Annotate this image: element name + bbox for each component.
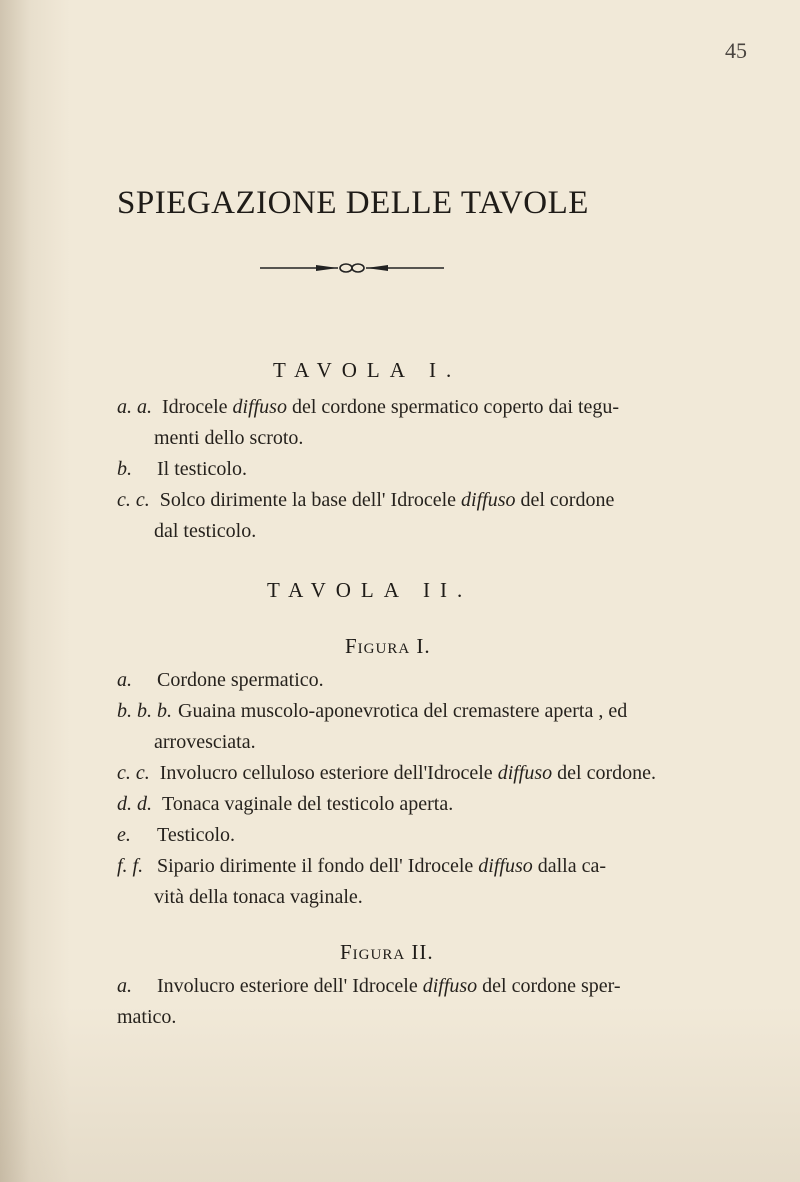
figura-1-entry-c — [117, 758, 722, 789]
entry-text: Idrocele — [162, 396, 233, 418]
tavola-1-entry-b — [117, 454, 722, 485]
figura-1-entry-e — [117, 820, 722, 851]
entry-text: del cordone. — [552, 762, 656, 784]
entry-continuation: arrovesciata. — [154, 731, 256, 753]
page-title: SPIEGAZIONE DELLE TAVOLE — [117, 185, 589, 221]
entry-text: Cordone spermatico. — [157, 669, 324, 691]
entry-key: e. — [117, 824, 131, 846]
entry-text: del cordone sper- — [477, 975, 621, 997]
figura-2-entry-a — [117, 971, 722, 1033]
entry-continuation: menti dello scroto. — [154, 427, 304, 449]
entry-continuation: vità della tonaca vaginale. — [154, 886, 363, 908]
entry-text: Guaina muscolo-aponevrotica del cremastere aperta , ed — [178, 700, 628, 722]
tavola-1-heading: TAVOLA I. — [273, 358, 462, 382]
figura-1-entry-a — [117, 665, 722, 696]
entry-key: b. — [117, 458, 132, 480]
entry-key: a. — [117, 669, 132, 691]
entry-text: dalla ca- — [532, 855, 607, 877]
entry-text: Involucro celluloso esteriore dell'Idrocele — [159, 762, 498, 784]
entry-text: Tonaca vaginale del testicolo aperta. — [162, 793, 454, 815]
entry-key: a. — [117, 975, 132, 997]
figura-2-heading: Figura II. — [340, 940, 434, 964]
figura-1-entry-f — [117, 851, 722, 913]
entry-text: del cordone — [515, 489, 615, 511]
entry-italic: diffuso — [497, 762, 553, 784]
figura-1-heading: Figura I. — [345, 634, 431, 658]
entry-italic: diffuso — [422, 975, 478, 997]
entry-text: Testicolo. — [157, 824, 236, 846]
figura-1-entry-b — [117, 696, 722, 758]
entry-key: a. a. — [117, 396, 152, 418]
figura-1-entry-d — [117, 789, 722, 820]
tavola-2-heading: TAVOLA II. — [267, 578, 473, 602]
entry-key: b. b. b. — [117, 700, 172, 722]
entry-continuation: matico. — [117, 1006, 177, 1028]
tavola-1-entry-c — [117, 485, 722, 547]
entry-text: Sipario dirimente il fondo dell' Idrocele — [157, 855, 479, 877]
page-number: 45 — [725, 38, 747, 63]
entry-continuation: dal testicolo. — [154, 520, 257, 542]
entry-key: f. f. — [117, 855, 144, 877]
ornament-divider-icon — [258, 258, 446, 278]
entry-key: c. c. — [117, 762, 150, 784]
entry-text: Solco dirimente la base dell' Idrocele — [159, 489, 462, 511]
tavola-1-entry-a — [117, 392, 722, 454]
entry-italic: diffuso — [461, 489, 516, 511]
entry-text: Involucro esteriore dell' Idrocele — [157, 975, 423, 997]
entry-text: del cordone spermatico coperto dai tegu- — [286, 396, 620, 418]
entry-text: Il testicolo. — [157, 458, 247, 480]
entry-key: c. c. — [117, 489, 150, 511]
entry-italic: diffuso — [232, 396, 287, 418]
entry-key: d. d. — [117, 793, 152, 815]
entry-italic: diffuso — [478, 855, 533, 877]
